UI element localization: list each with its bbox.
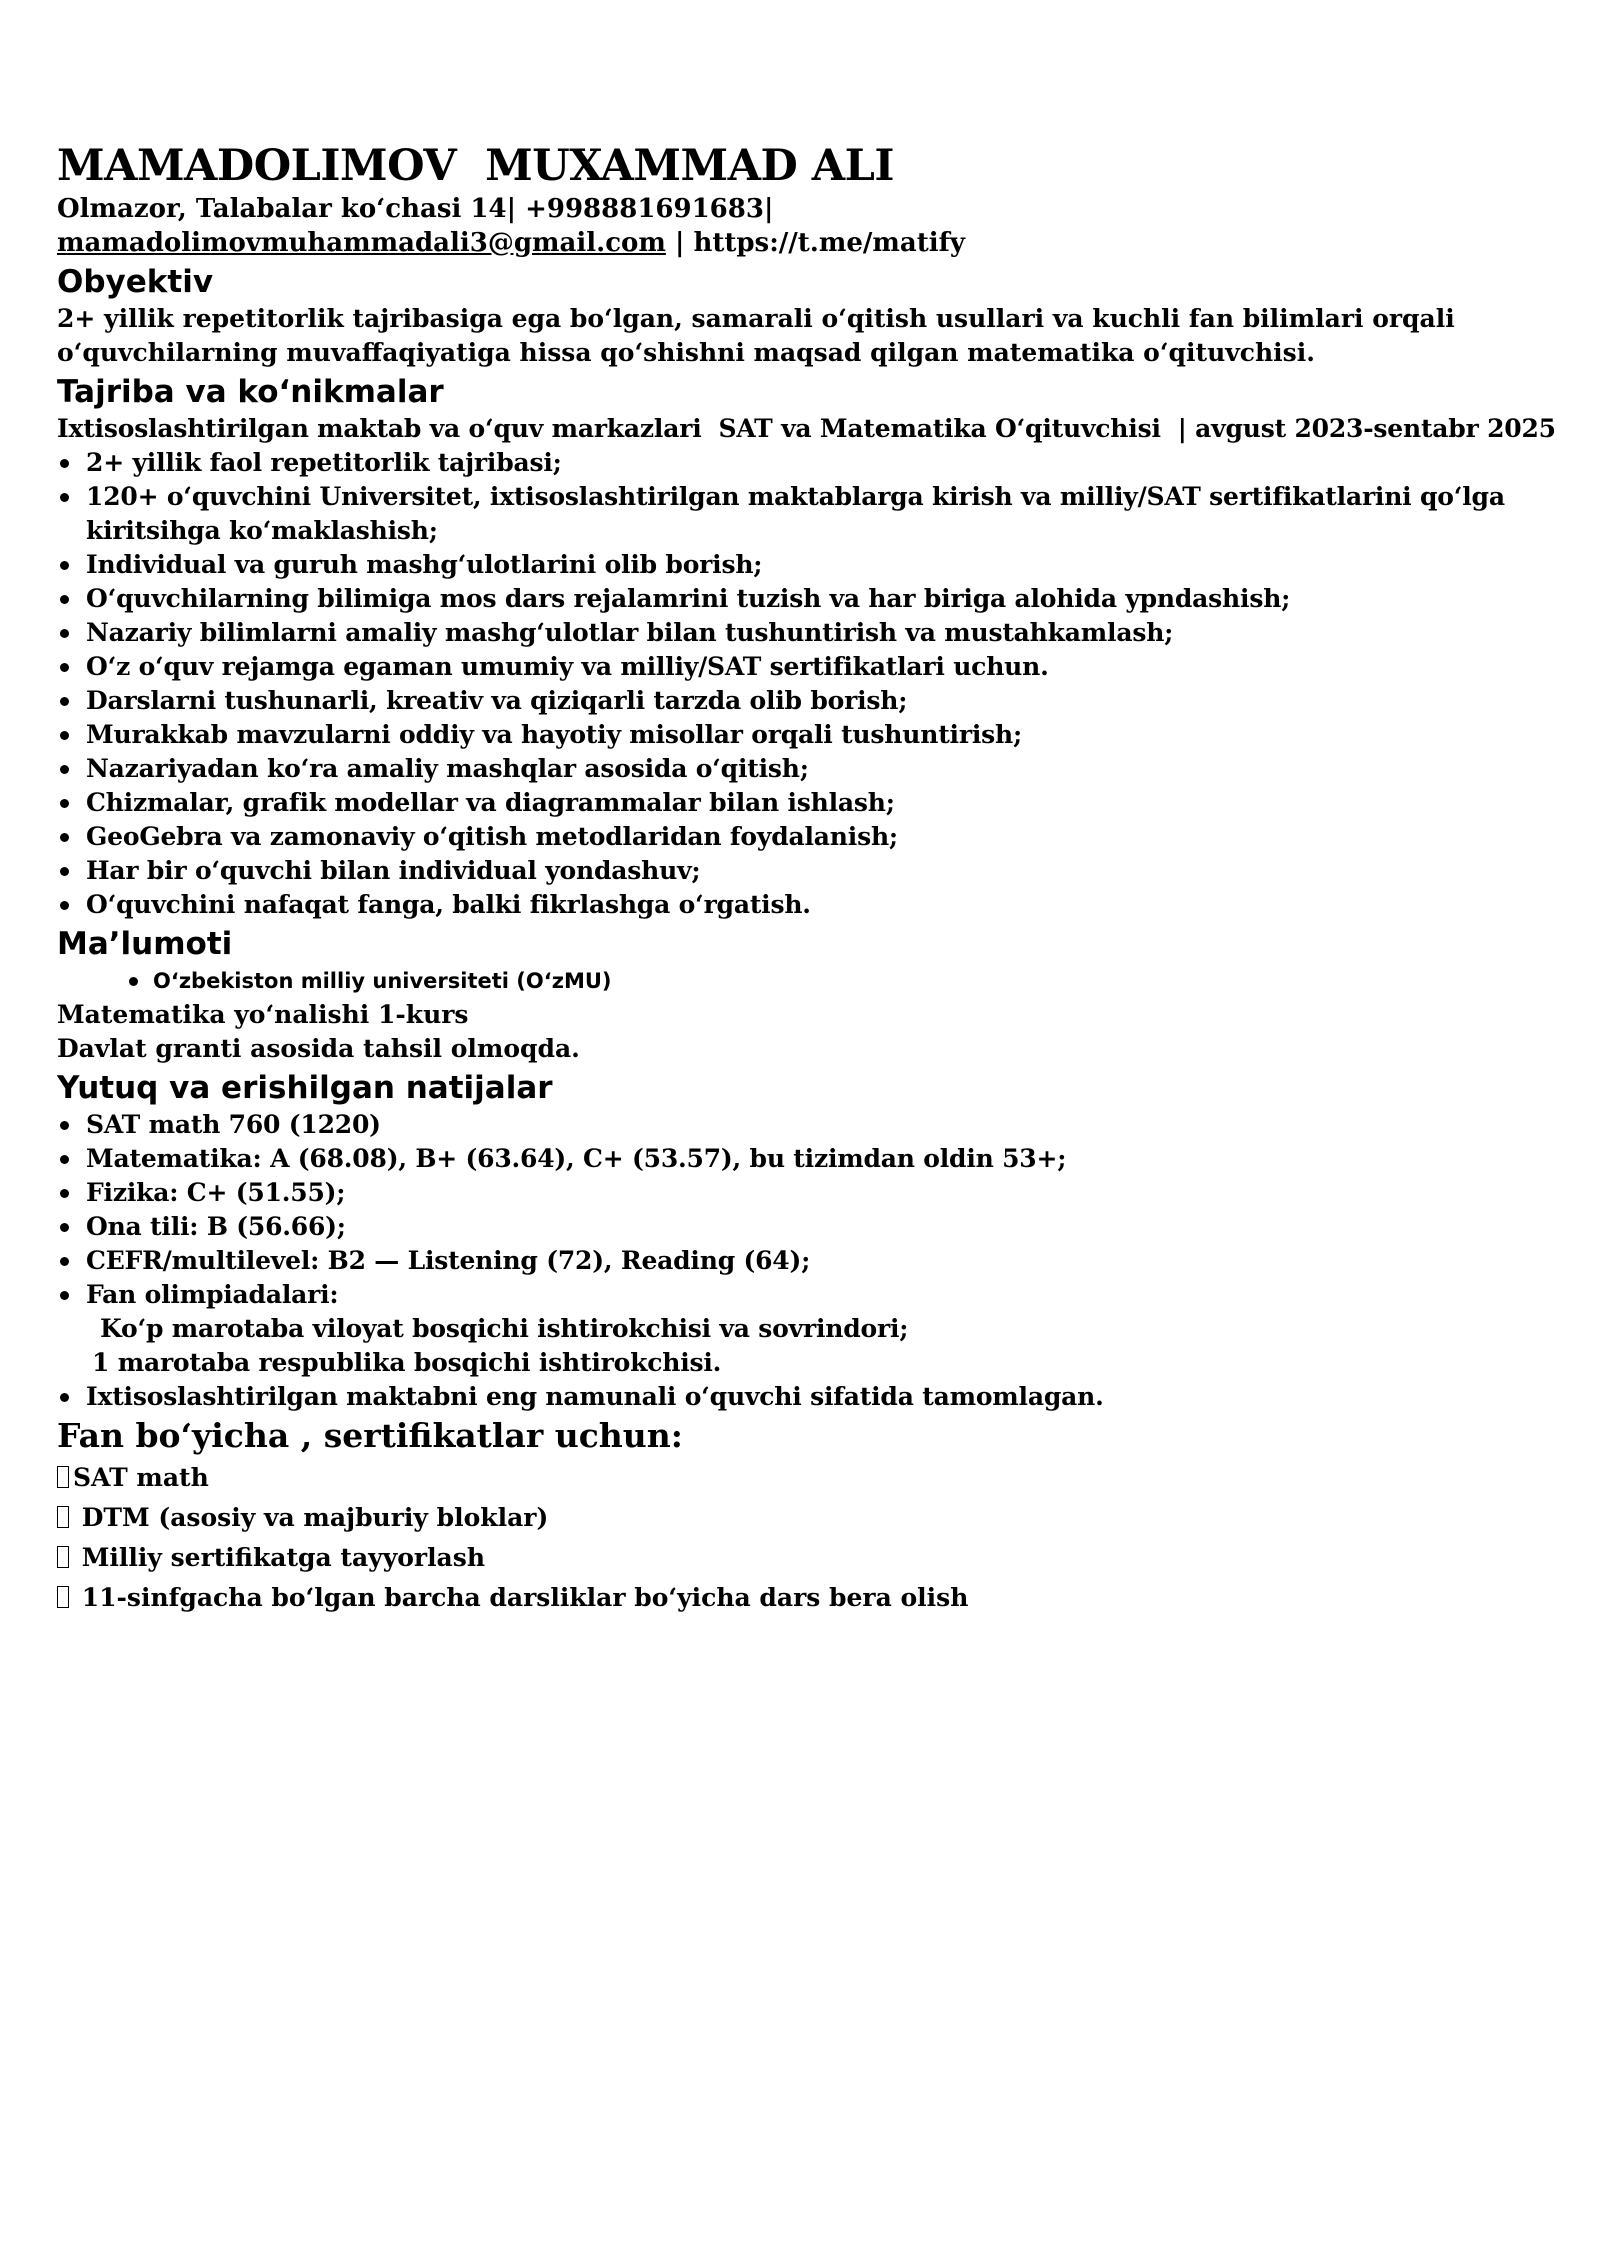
- cert-item-4: [57, 1578, 1547, 1618]
- education-list: [57, 964, 1547, 998]
- list-item: O‘quvchilarning bilimiga mos dars rejalamrini tuzish va har biriga alohida ypndashish;: [57, 582, 1547, 616]
- telegram-link[interactable]: | https://t.me/matify: [665, 228, 965, 258]
- cert-item-label: Milliy sertifikatga tayyorlash: [73, 1543, 486, 1572]
- list-item: Darslarni tushunarli, kreativ va qiziqarli tarzda olib borish;: [57, 684, 1547, 718]
- list-item: Nazariy bilimlarni amaliy mashg‘ulotlar bilan tushuntirish va mustahkamlash;: [57, 616, 1547, 650]
- list-item: SAT math 760 (1220): [57, 1108, 1547, 1142]
- cert-item-label: DTM (asosiy va majburiy bloklar): [73, 1503, 549, 1532]
- list-item: O‘quvchini nafaqat fanga, balki fikrlashga o‘rgatish.: [57, 888, 1547, 922]
- checkbox-glyph-icon: [57, 1586, 69, 1608]
- education-heading: Ma’lumoti: [57, 926, 233, 962]
- list-item: GeoGebra va zamonaviy o‘qitish metodlaridan foydalanish;: [57, 820, 1547, 854]
- email-link[interactable]: mamadolimovmuhammadali3@gmail.com: [57, 228, 666, 258]
- olympiad-label: Fan olimpiadalari:: [86, 1280, 339, 1309]
- objective-text: 2+ yillik repetitorlik tajribasiga ega bo‘lgan, samarali o‘qitish usullari va kuchli fan bilimlari orqali o‘quvchilarning muvaffaqiyatiga hissa qo‘shishni maqsad qilgan matematika o‘qituvchisi.: [57, 304, 1455, 367]
- job-title-line: Ixtisoslashtirilgan maktab va o‘quv markazlari SAT va Matematika O‘qituvchisi | avgust 2023-sentabr 2025: [57, 414, 1556, 443]
- resume-page: [57, 140, 1556, 1618]
- list-item: Murakkab mavzularni oddiy va hayotiy misollar orqali tushuntirish;: [57, 718, 1547, 752]
- education-line-2: Davlat granti asosida tahsil olmoqda.: [57, 1034, 580, 1063]
- contact-line-1: Olmazor, Talabalar ko‘chasi 14| +998881691683|: [57, 194, 774, 224]
- list-item: 2+ yillik faol repetitorlik tajribasi;: [57, 446, 1547, 480]
- list-item: Ona tili: B (56.66);: [57, 1210, 1547, 1244]
- list-item: Individual va guruh mashg‘ulotlarini olib borish;: [57, 548, 1547, 582]
- cert-item-label: 11-sinfgacha bo‘lgan barcha darsliklar bo‘yicha dars bera olish: [73, 1583, 969, 1612]
- list-item: Nazariyadan ko‘ra amaliy mashqlar asosida o‘qitish;: [57, 752, 1547, 786]
- list-item: Matematika: A (68.08), B+ (63.64), C+ (53.57), bu tizimdan oldin 53+;: [57, 1142, 1547, 1176]
- candidate-name: MAMADOLIMOV MUXAMMAD ALI: [57, 141, 894, 191]
- checkbox-glyph-icon: [57, 1546, 69, 1568]
- list-item: Chizmalar, grafik modellar va diagrammalar bilan ishlash;: [57, 786, 1547, 820]
- cert-item-3: [57, 1538, 1547, 1578]
- list-item: CEFR/multilevel: B2 — Listening (72), Reading (64);: [57, 1244, 1547, 1278]
- list-item: Fizika: C+ (51.55);: [57, 1176, 1547, 1210]
- objective-heading: Obyektiv: [57, 264, 214, 300]
- olympiad-line-2: 1 marotaba respublika bosqichi ishtirokchisi.: [92, 1348, 722, 1377]
- contact-line-2: [57, 226, 1547, 260]
- achievements-heading: Yutuq va erishilgan natijalar: [57, 1070, 553, 1106]
- checkbox-glyph-icon: [57, 1466, 69, 1488]
- checkbox-glyph-icon: [57, 1506, 69, 1528]
- list-item: 120+ o‘quvchini Universitet, ixtisoslashtirilgan maktablarga kirish va milliy/SAT sertifikatlarini qo‘lga kiritsihga ko‘maklashish;: [57, 480, 1547, 548]
- experience-list: [57, 446, 1547, 922]
- university-item: O‘zbekiston milliy universiteti (O‘zMU): [57, 964, 1547, 998]
- list-item: O‘z o‘quv rejamga egaman umumiy va milliy/SAT sertifikatlari uchun.: [57, 650, 1547, 684]
- list-item: [57, 1278, 1547, 1380]
- cert-item-1: [57, 1458, 1547, 1498]
- achievements-list: [57, 1108, 1547, 1414]
- cert-item-label: SAT math: [73, 1463, 209, 1492]
- list-item: Har bir o‘quvchi bilan individual yondashuv;: [57, 854, 1547, 888]
- experience-heading: Tajriba va ko‘nikmalar: [57, 374, 444, 410]
- education-line-1: Matematika yo‘nalishi 1-kurs: [57, 1000, 469, 1029]
- certificates-heading: Fan bo‘yicha , sertifikatlar uchun:: [57, 1416, 683, 1455]
- list-item: Ixtisoslashtirilgan maktabni eng namunali o‘quvchi sifatida tamomlagan.: [57, 1380, 1547, 1414]
- olympiad-line-1: Ko‘p marotaba viloyat bosqichi ishtirokchisi va sovrindori;: [100, 1314, 909, 1343]
- cert-item-2: [57, 1498, 1547, 1538]
